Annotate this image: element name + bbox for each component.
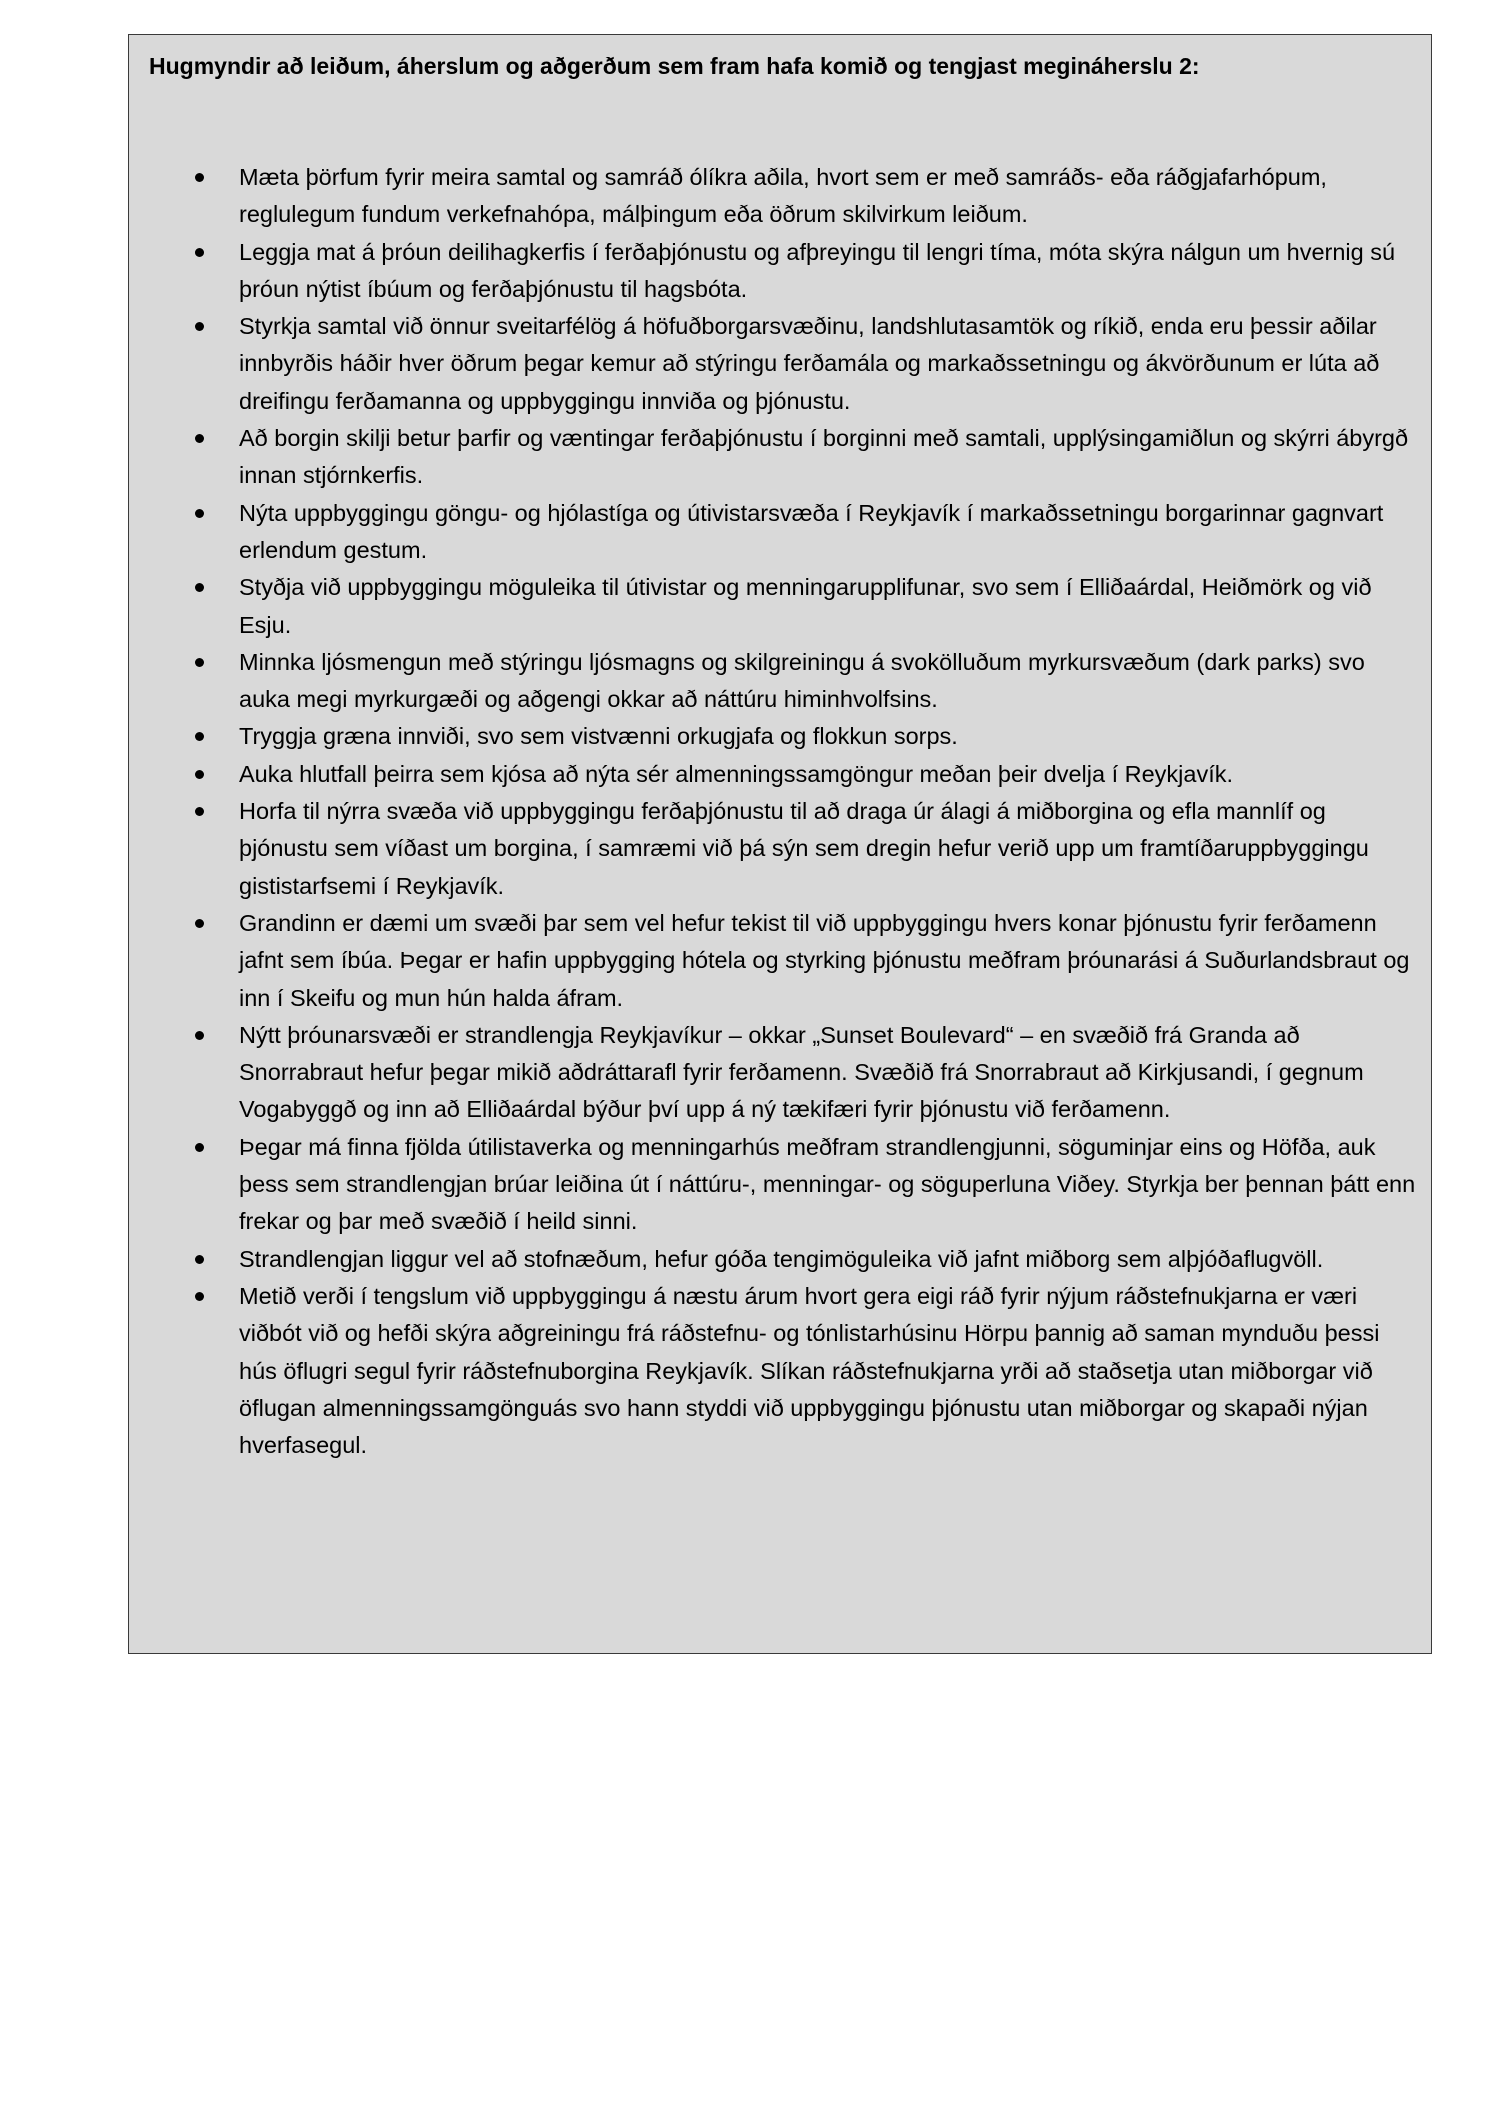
bullet-icon <box>195 173 204 182</box>
list-item-text: Auka hlutfall þeirra sem kjósa að nýta sér almenningssamgöngur meðan þeir dvelja í Reykjavík. <box>239 760 1234 787</box>
list-item <box>129 420 1429 495</box>
list-item <box>129 569 1429 644</box>
list-item-text: Styrkja samtal við önnur sveitarfélög á höfuðborgarsvæðinu, landshlutasamtök og ríkið, enda eru þessir aðilar innbyrðis háðir hver öðrum þegar kemur að stýringu ferðamála og markaðssetningu og ákvörðunum er lúta að dreifingu ferðamanna og uppbyggingu innviða og þjónustu. <box>239 313 1380 414</box>
list-item-text: Nýta uppbyggingu göngu- og hjólastíga og útivistarsvæða í Reykjavík í markaðssetningu borgarinnar gagnvart erlendum gestum. <box>239 499 1384 563</box>
list-item <box>129 308 1429 420</box>
list-item <box>129 1017 1429 1129</box>
bullet-icon <box>195 509 204 518</box>
list-item-text: Tryggja græna innviði, svo sem vistvænni orkugjafa og flokkun sorps. <box>239 723 958 750</box>
list-item-text: Minnka ljósmengun með stýringu ljósmagns og skilgreiningu á svokölluðum myrkursvæðum (dark parks) svo auka megi myrkurgæði og aðgengi okkar að náttúru himinhvolfsins. <box>239 648 1365 713</box>
bullet-icon <box>195 1292 204 1301</box>
list-item <box>129 905 1429 1017</box>
bullet-icon <box>195 1031 204 1040</box>
bullet-list <box>129 159 1429 1464</box>
bullet-icon <box>195 583 204 592</box>
list-item <box>129 1129 1429 1241</box>
list-item-text: Leggja mat á þróun deilihagkerfis í ferðaþjónustu og afþreyingu til lengri tíma, móta skýra nálgun um hvernig sú þróun nýtist íbúum og ferðaþjónustu til hagsbóta. <box>239 238 1396 302</box>
bullet-icon <box>195 322 204 331</box>
list-item <box>129 1241 1429 1278</box>
bullet-icon <box>195 770 204 779</box>
list-item <box>129 718 1429 755</box>
list-item <box>129 793 1429 905</box>
list-item <box>129 159 1429 234</box>
bullet-icon <box>195 807 204 816</box>
list-item-text: Þegar má finna fjölda útilistaverka og menningarhús meðfram strandlengjunni, söguminjar eins og Höfða, auk þess sem strandlengjan brúar leiðina út í náttúru-, menningar- og söguperluna Viðey. Styrkja ber þennan þátt enn frekar og þar með svæðið í heild sinni. <box>239 1133 1416 1235</box>
list-item <box>129 756 1429 793</box>
bullet-icon <box>195 732 204 741</box>
bullet-icon <box>195 434 204 443</box>
box-heading: Hugmyndir að leiðum, áherslum og aðgerðum sem fram hafa komið og tengjast megináherslu 2: <box>149 53 1200 79</box>
list-item-text: Horfa til nýrra svæða við uppbyggingu ferðaþjónustu til að draga úr álagi á miðborgina og efla mannlíf og þjónustu sem víðast um borgina, í samræmi við þá sýn sem dregin hefur verið upp um framtíðaruppbyggingu gististarfsemi í Reykjavík. <box>239 798 1369 899</box>
list-item-text: Að borgin skilji betur þarfir og væntingar ferðaþjónustu í borginni með samtali, upplýsingamiðlun og skýrri ábyrgð innan stjórnkerfis. <box>239 425 1409 489</box>
list-item <box>129 644 1429 719</box>
bullet-icon <box>195 919 204 928</box>
list-item-text: Strandlengjan liggur vel að stofnæðum, hefur góða tengimöguleika við jafnt miðborg sem alþjóðaflugvöll. <box>239 1245 1324 1272</box>
bullet-icon <box>195 1255 204 1264</box>
list-item <box>129 1278 1429 1464</box>
list-item <box>129 234 1429 309</box>
bullet-icon <box>195 1143 204 1152</box>
bullet-icon <box>195 248 204 257</box>
list-item-text: Mæta þörfum fyrir meira samtal og samráð ólíkra aðila, hvort sem er með samráðs- eða ráðgjafarhópum, reglulegum fundum verkefnahópa, málþingum eða öðrum skilvirkum leiðum. <box>239 164 1327 228</box>
list-item-text: Nýtt þróunarsvæði er strandlengja Reykjavíkur – okkar „Sunset Boulevard“ – en svæðið frá Granda að Snorrabraut hefur þegar mikið aðdráttarafl fyrir ferðamenn. Svæðið frá Snorrabraut að Kirkjusandi, í gegnum Vogabyggð og inn að Elliðaárdal býður því upp á ný tækifæri fyrir þjónustu við ferðamenn. <box>239 1021 1364 1123</box>
list-item-text: Metið verði í tengslum við uppbyggingu á næstu árum hvort gera eigi ráð fyrir nýjum ráðstefnukjarna er væri viðbót við og hefði skýra aðgreiningu frá ráðstefnu- og tónlistarhúsinu Hörpu þannig að saman mynduðu þessi hús öflugri segul fyrir ráðstefnuborgina Reykjavík. Slíkan ráðstefnukjarna yrði að staðsetja utan miðborgar við öflugan almenningssamgönguás svo hann styddi við uppbyggingu þjónustu utan miðborgar og skapaði nýjan hverfasegul. <box>239 1282 1380 1459</box>
list-item-text: Grandinn er dæmi um svæði þar sem vel hefur tekist til við uppbyggingu hvers konar þjónustu fyrir ferðamenn jafnt sem íbúa. Þegar er hafin uppbygging hótela og styrking þjónustu meðfram þróunarási á Suðurlandsbraut og inn í Skeifu og mun hún halda áfram. <box>239 909 1410 1011</box>
list-item-text: Styðja við uppbyggingu möguleika til útivistar og menningarupplifunar, svo sem í Elliðaárdal, Heiðmörk og við Esju. <box>239 574 1372 638</box>
bullet-icon <box>195 658 204 667</box>
content-box <box>128 34 1432 1654</box>
list-item <box>129 495 1429 570</box>
